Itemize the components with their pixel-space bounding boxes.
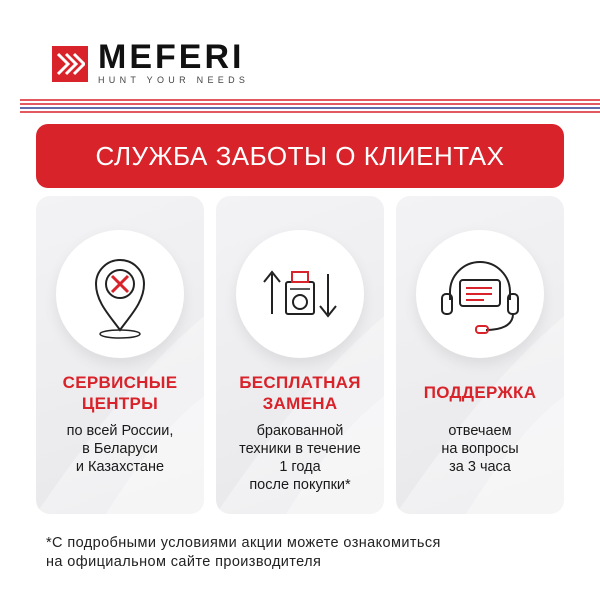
card-title: ПОДДЕРЖКА [423, 383, 537, 402]
map-pin-tools-icon [56, 230, 184, 358]
brand-logo [52, 38, 250, 85]
banner-title: СЛУЖБА ЗАБОТЫ О КЛИЕНТАХ [95, 140, 505, 171]
card-service-centers [36, 196, 204, 514]
card-support [396, 196, 564, 514]
card-description: отвечаем на вопросы за 3 часа [441, 423, 519, 475]
device-exchange-icon [236, 230, 364, 358]
card-free-replacement [216, 196, 384, 514]
card-description: бракованной техники в течение 1 года после покупки* [239, 423, 361, 493]
footnote: *С подробными условиями акции можете ознакомиться на официальном сайте производителя [46, 535, 441, 570]
decorative-stripes [20, 98, 600, 116]
logo-chevron-icon [52, 46, 88, 82]
title-banner [36, 124, 564, 188]
card-description: по всей России, в Беларуси и Казахстане [66, 423, 174, 475]
card-title: СЕРВИСНЫЕ ЦЕНТРЫ [62, 373, 178, 413]
brand-name: MEFERI [98, 38, 245, 76]
brand-tagline: HUNT YOUR NEEDS [98, 75, 250, 85]
card-title: БЕСПЛАТНАЯ ЗАМЕНА [239, 373, 361, 413]
headset-chat-icon [416, 230, 544, 358]
